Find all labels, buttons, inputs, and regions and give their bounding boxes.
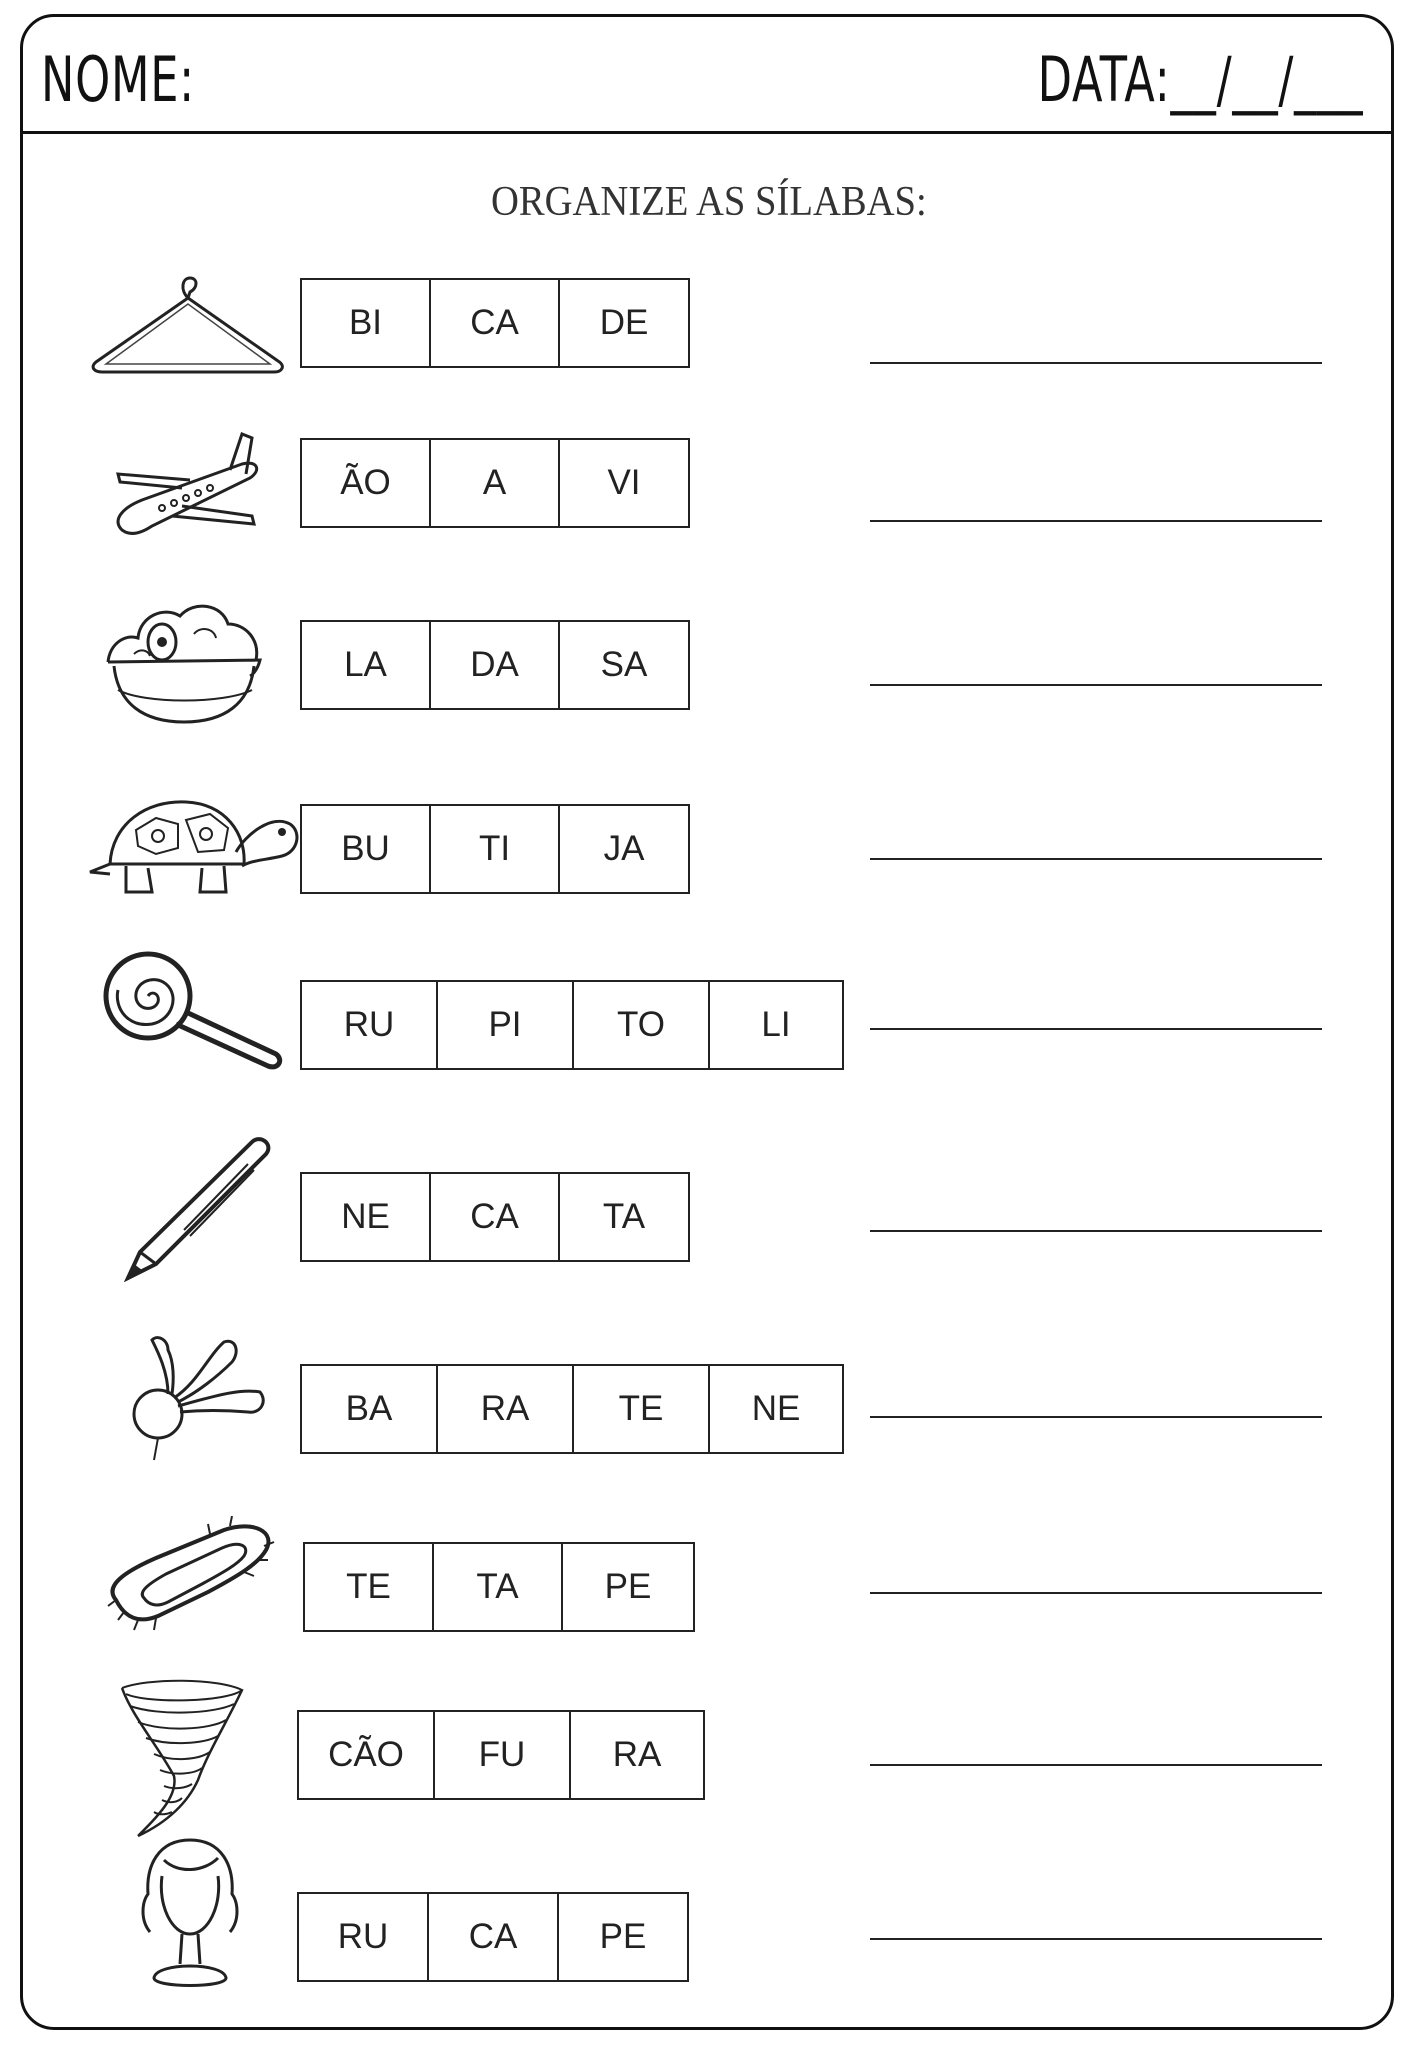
syllable-box: CA xyxy=(429,1894,559,1980)
syllable-box: CA xyxy=(431,280,560,366)
syllable-boxes xyxy=(300,438,690,528)
syllable-boxes xyxy=(297,1892,689,1982)
wig-stand-icon xyxy=(134,1836,246,1996)
lollipop-icon xyxy=(102,950,286,1074)
answer-line[interactable] xyxy=(870,1592,1322,1594)
beet-icon xyxy=(128,1332,268,1462)
syllable-box: TE xyxy=(305,1544,434,1630)
tornado-icon xyxy=(118,1676,246,1842)
syllable-boxes xyxy=(300,980,844,1070)
answer-line[interactable] xyxy=(870,520,1322,522)
answer-line[interactable] xyxy=(870,1764,1322,1766)
syllable-box: ÃO xyxy=(302,440,431,526)
hanger-icon xyxy=(88,268,288,374)
answer-line[interactable] xyxy=(870,362,1322,364)
syllable-box: RA xyxy=(612,1735,662,1774)
syllable-box: PE xyxy=(599,1917,647,1956)
answer-line[interactable] xyxy=(870,684,1322,686)
salad-bowl-icon xyxy=(104,594,264,730)
syllable-boxes xyxy=(300,620,690,710)
syllable-box: CA xyxy=(431,1174,560,1260)
syllable-box: BU xyxy=(302,806,431,892)
syllable-box: DA xyxy=(431,622,560,708)
worksheet-title: ORGANIZE AS SÍLABAS: xyxy=(491,179,927,225)
rug-icon xyxy=(104,1516,278,1638)
syllable-box: TI xyxy=(431,806,560,892)
syllable-box: TA xyxy=(434,1544,563,1630)
airplane-icon xyxy=(112,430,262,542)
syllable-box: PE xyxy=(604,1567,652,1606)
answer-line[interactable] xyxy=(870,1938,1322,1940)
syllable-box: JA xyxy=(603,829,645,868)
syllable-box: A xyxy=(431,440,560,526)
pen-icon xyxy=(124,1136,274,1282)
syllable-boxes xyxy=(300,278,690,368)
syllable-box: PI xyxy=(438,982,574,1068)
syllable-box: VI xyxy=(607,463,641,502)
syllable-box: CÃO xyxy=(299,1712,435,1798)
syllable-box: NE xyxy=(302,1174,431,1260)
syllable-box: DE xyxy=(599,303,649,342)
syllable-box: BI xyxy=(302,280,431,366)
syllable-box: LI xyxy=(761,1005,791,1044)
syllable-box: TA xyxy=(602,1197,646,1236)
syllable-boxes xyxy=(297,1710,705,1800)
syllable-box: FU xyxy=(435,1712,571,1798)
header-divider xyxy=(23,131,1391,134)
syllable-box: TO xyxy=(574,982,710,1068)
syllable-box: RU xyxy=(299,1894,429,1980)
syllable-box: BA xyxy=(302,1366,438,1452)
answer-line[interactable] xyxy=(870,1230,1322,1232)
syllable-boxes xyxy=(300,1172,690,1262)
syllable-box: NE xyxy=(751,1389,801,1428)
answer-line[interactable] xyxy=(870,1028,1322,1030)
syllable-box: SA xyxy=(600,645,648,684)
syllable-boxes xyxy=(303,1542,695,1632)
syllable-box: LA xyxy=(302,622,431,708)
date-label: DATA:__/__/___ xyxy=(1037,43,1363,116)
syllable-boxes xyxy=(300,1364,844,1454)
syllable-box: RU xyxy=(302,982,438,1068)
answer-line[interactable] xyxy=(870,858,1322,860)
syllable-box: TE xyxy=(574,1366,710,1452)
syllable-box: RA xyxy=(438,1366,574,1452)
answer-line[interactable] xyxy=(870,1416,1322,1418)
turtle-icon xyxy=(86,794,300,898)
name-label: NOME: xyxy=(41,43,195,116)
syllable-boxes xyxy=(300,804,690,894)
